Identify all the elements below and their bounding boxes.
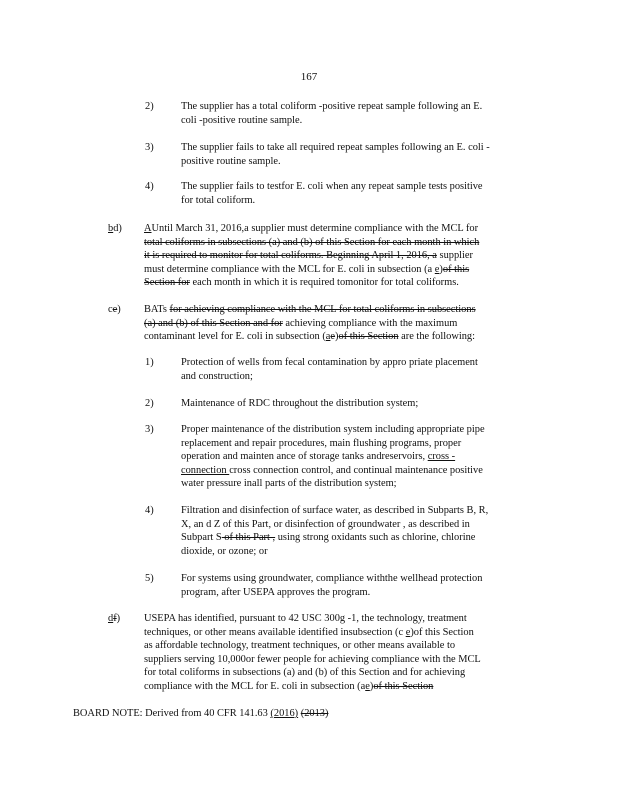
text-run: The supplier fails to testfor E. coli when any repeat sample tests positive: [181, 181, 483, 192]
text-run: techniques, or other means available identified insubsection (c: [144, 626, 406, 638]
paragraph-label: [108, 612, 120, 626]
text-line: [144, 222, 536, 236]
struck-text: (a) and (b) of this Section and for: [144, 317, 283, 329]
struck-text: of this Section: [338, 331, 399, 343]
paragraph-label: [108, 222, 122, 236]
text-line: [144, 317, 536, 331]
text-run: program, after USEPA approves the program.: [181, 586, 371, 598]
paragraph-text: [144, 222, 536, 290]
text-line: [144, 249, 536, 263]
text-run: coli -positive routine sample.: [181, 114, 303, 126]
inserted-text: b: [108, 223, 114, 234]
page-number: 167: [300, 71, 318, 83]
inserted-text: cross -: [427, 451, 456, 463]
struck-text: e: [330, 331, 336, 343]
text-run: The supplier has a total coliform -positive repeat sample following an E.: [181, 101, 483, 112]
text-line: [144, 276, 536, 290]
text-line: [181, 155, 536, 169]
text-run: for total coliform.: [181, 194, 256, 206]
text-run: Maintenance of RDC throughout the distribution system;: [181, 398, 419, 409]
struck-text: of this Part ,: [221, 532, 276, 544]
text-line: [144, 303, 536, 317]
struck-text: for achieving compliance with the MCL for total coliforms in subsections: [169, 304, 476, 315]
item-text: [181, 100, 526, 127]
text-run: positive routine sample.: [181, 155, 281, 167]
item-label: 3): [145, 424, 154, 435]
text-line: [144, 666, 536, 680]
text-line: [181, 194, 526, 208]
text-run: contaminant level for E. coli in subsection (: [144, 331, 326, 343]
struck-text: (2013): [300, 708, 329, 719]
text-run: ): [116, 613, 121, 624]
text-run: cross connection control, and continual maintenance positive: [229, 464, 483, 476]
item-label: 3): [145, 142, 154, 153]
paragraph-text: [144, 303, 536, 344]
item-text: [181, 356, 536, 383]
struck-text: of this: [442, 263, 470, 275]
item-text: [181, 141, 536, 168]
text-line: [181, 586, 526, 600]
text-run: ): [369, 680, 374, 692]
text-run: BOARD NOTE: Derived from 40 CFR 141.63: [73, 708, 271, 719]
text-run: )of this Section: [410, 626, 474, 638]
text-line: [144, 626, 536, 640]
text-line: [144, 639, 536, 653]
text-line: [181, 180, 526, 194]
item-label: 2): [145, 101, 154, 112]
text-run: Subpart S: [181, 532, 222, 544]
text-line: [144, 330, 536, 344]
text-run: Protection of wells from fecal contamination by appro priate placement: [181, 357, 478, 368]
item-label: 4): [145, 505, 154, 516]
text-line: [181, 100, 526, 114]
text-line: [181, 504, 538, 518]
text-line: [181, 464, 536, 478]
text-line: [181, 356, 536, 370]
text-line: [181, 141, 536, 155]
struck-text: e: [112, 304, 118, 315]
inserted-text: A: [144, 223, 152, 234]
item-label: 1): [145, 357, 154, 368]
item-text: [181, 397, 536, 411]
text-run: ): [335, 331, 339, 343]
text-run: supplier: [436, 250, 473, 262]
text-run: The supplier fails to take all required repeat samples following an E. coli -: [181, 142, 490, 153]
text-line: [181, 450, 536, 464]
inserted-text: e: [434, 263, 440, 275]
struck-text: total coliforms in subsections (a) and (b) of this Section for each month in which: [144, 236, 480, 248]
text-line: [181, 370, 536, 384]
item-label: 2): [145, 398, 154, 409]
item-label: 5): [145, 573, 154, 584]
item-label: 4): [145, 181, 154, 192]
text-run: X, an d Z of this Part, or disinfection of groundwater , as described in: [181, 518, 470, 530]
inserted-text: d: [108, 613, 114, 624]
inserted-text: a: [325, 331, 331, 343]
text-run: Filtration and disinfection of surface water, as described in Subparts B, R,: [181, 505, 489, 516]
text-run: operation and mainten ance of storage tanks andreservoirs,: [181, 451, 428, 463]
text-line: [181, 423, 536, 437]
text-run: Until March 31, 2016,a supplier must determine compliance with the MCL for: [151, 223, 479, 234]
inserted-text: e: [405, 626, 411, 638]
text-run: suppliers serving 10,000or fewer people for achieving compliance with the MCL: [144, 653, 481, 665]
text-line: [144, 653, 536, 667]
text-run: Proper maintenance of the distribution system including appropriate pipe: [181, 424, 485, 435]
text-run: c: [108, 304, 113, 315]
text-run: must determine compliance with the MCL for E. coli in subsection (a: [144, 263, 435, 275]
text-line: [181, 545, 538, 559]
item-text: [181, 180, 526, 207]
text-run: BATs: [144, 304, 170, 315]
text-run: ): [439, 263, 443, 275]
text-run: for total coliforms in subsections (a) and (b) of this Section and for achieving: [144, 667, 466, 679]
text-line: [144, 680, 536, 694]
item-text: [181, 572, 526, 599]
struck-text: it is required to monitor for total coliforms. Beginning April 1, 2016, a: [144, 250, 437, 262]
text-line: [144, 612, 536, 626]
text-line: [181, 477, 536, 491]
struck-text: of this Section: [373, 680, 434, 692]
text-run: each month in which it is required tomonitor for total coliforms.: [189, 277, 459, 289]
text-run: are the following:: [398, 331, 476, 343]
text-line: [181, 114, 526, 128]
text-run: achieving compliance with the maximum: [282, 317, 458, 329]
inserted-text: e: [365, 680, 370, 692]
text-line: [181, 518, 538, 532]
item-text: [181, 504, 538, 558]
inserted-text: connection: [181, 464, 230, 476]
text-line: [144, 236, 536, 250]
text-line: [181, 531, 538, 545]
text-run: dioxide, or ozone; or: [181, 545, 268, 557]
struck-text: Section for: [144, 277, 190, 289]
text-line: [144, 263, 536, 277]
text-run: replacement and repair procedures, main flushing programs, proper: [181, 437, 462, 449]
text-run: ): [117, 304, 121, 315]
text-line: [181, 397, 536, 411]
board-note: [73, 707, 543, 721]
text-run: For systems using groundwater, compliance withthe wellhead protection: [181, 573, 483, 584]
text-run: USEPA has identified, pursuant to 42 USC 300g -1, the technology, treatment: [144, 613, 467, 624]
inserted-text: (2016): [270, 708, 299, 719]
text-line: [181, 437, 536, 451]
text-run: water pressure inall parts of the distribution system;: [181, 478, 397, 490]
text-line: [181, 572, 526, 586]
struck-text: f: [113, 613, 117, 624]
text-run: as affordable technology, treatment techniques, or other means available to: [144, 640, 456, 652]
paragraph-text: [144, 612, 536, 694]
paragraph-label: [108, 303, 121, 317]
text-run: and construction;: [181, 370, 253, 382]
text-run: compliance with the MCL for E. coli in subsection (a: [144, 680, 366, 692]
text-run: using strong oxidants such as chlorine, chlorine: [275, 532, 476, 544]
item-text: [181, 423, 536, 491]
text-run: d): [113, 223, 122, 234]
